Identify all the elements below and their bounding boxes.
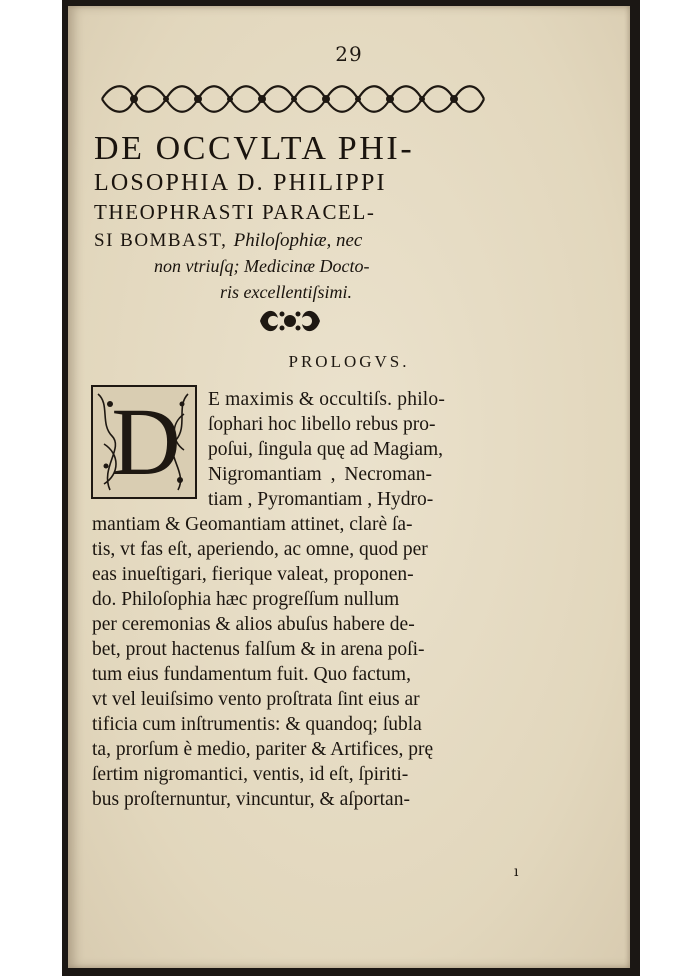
body-line: eas inueſtigari, fierique valeat, proponen- xyxy=(92,564,414,585)
body-line: ſophari hoc libello rebus pro- xyxy=(208,414,436,435)
title-line-4-italic: Philoſophiæ, nec xyxy=(233,230,363,251)
title-line-4 xyxy=(94,230,362,252)
body-line: ta, prorſum è medio, pariter & Artifices, prę xyxy=(92,739,434,760)
body-line: per ceremonias & alios abuſus habere de- xyxy=(92,614,415,635)
body-line: tis, vt fas eſt, aperiendo, ac omne, quod per xyxy=(92,539,428,560)
section-heading: PROLOGVS. xyxy=(288,352,410,371)
body-line: Nigromantiam , Necroman- xyxy=(208,464,433,485)
title-line-5: non vtriuſq; Medicinæ Docto- xyxy=(154,256,370,276)
title-line-1: DE OCCVLTA PHI- xyxy=(94,130,415,167)
ornamental-band xyxy=(98,78,488,120)
drop-cap-letter: D xyxy=(111,388,181,495)
title-line-2: LOSOPHIA D. PHILIPPI xyxy=(94,170,387,196)
page-number: 29 xyxy=(335,42,363,66)
title-line-6: ris excellentiſsimi. xyxy=(220,282,352,302)
book-page xyxy=(68,6,630,968)
body-line: ſertim nigromantici, ventis, id eſt, ſpiriti- xyxy=(92,764,409,785)
body-line: mantiam & Geomantiam attinet, clarè ſa- xyxy=(92,514,413,535)
body-line: bus proſternuntur, vincuntur, & aſportan- xyxy=(92,789,410,810)
fleuron-ornament xyxy=(254,304,326,338)
body-line: poſui, ſingula quę ad Magiam, xyxy=(208,439,444,460)
body-line: tum eius fundamentum fuit. Quo factum, xyxy=(92,664,411,685)
body-line: tificia cum inſtrumentis: & quandoq; ſubla xyxy=(92,714,422,735)
body-line: do. Philoſophia hæc progreſſum nullum xyxy=(92,589,400,610)
body-line: vt vel leuiſsimo vento proſtrata ſint eius ar xyxy=(92,689,420,710)
body-line: E maximis & occultiſs. philo- xyxy=(208,389,446,410)
title-line-3: THEOPHRASTI PARACEL- xyxy=(94,200,376,224)
body-line: bet, prout hactenus falſum & in arena poſi- xyxy=(92,639,425,660)
title-line-4-caps: SI BOMBAST, xyxy=(94,230,228,251)
body-line: tiam , Pyromantiam , Hydro- xyxy=(208,489,434,510)
stray-ink-mark: ı xyxy=(514,864,519,880)
decorated-initial xyxy=(90,384,198,500)
